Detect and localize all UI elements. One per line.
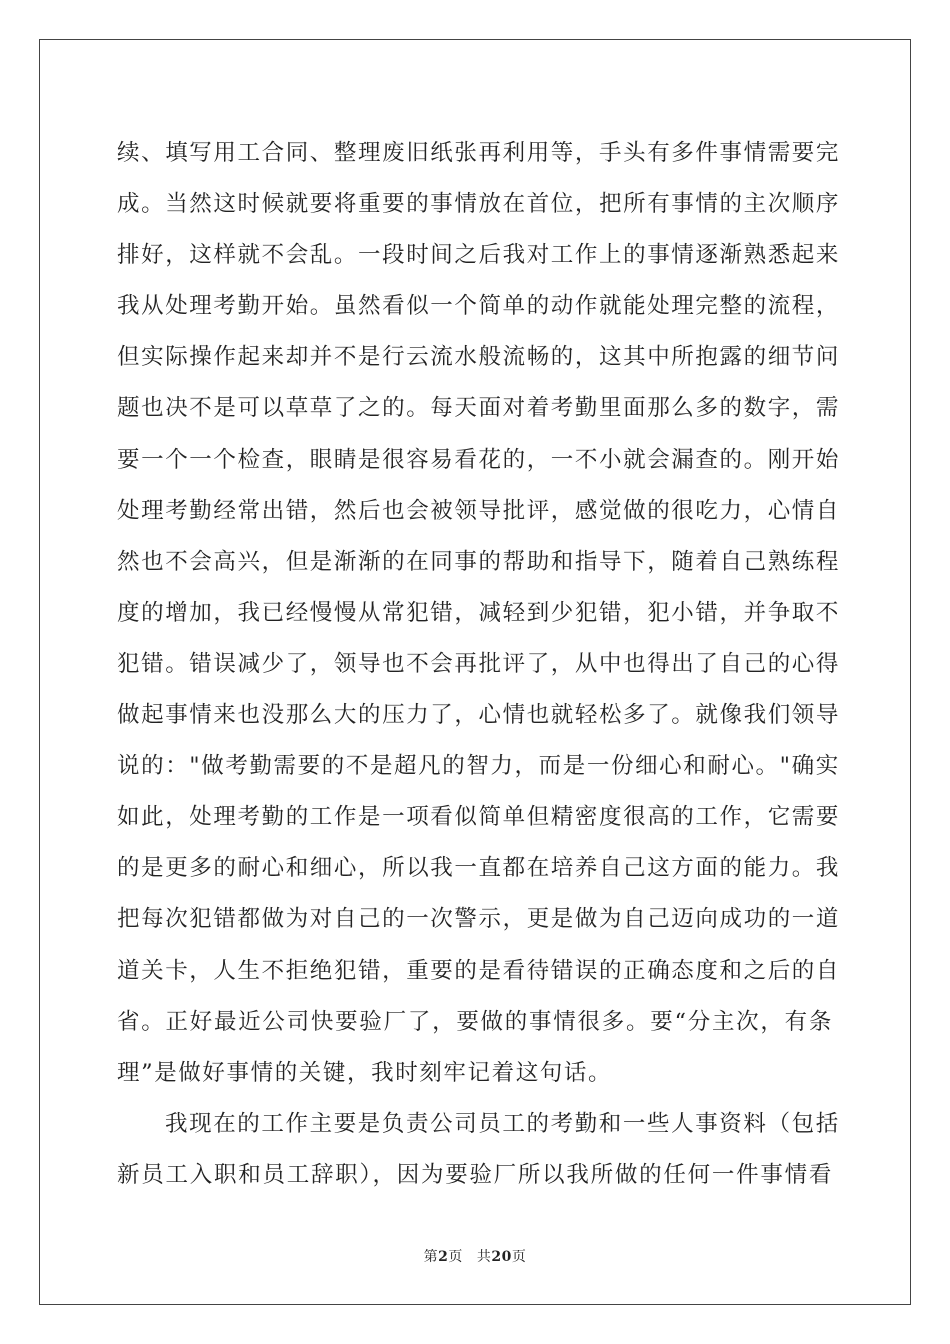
text-line: 续、填写用工合同、整理废旧纸张再利用等，手头有多件事情需要完 [117,140,841,166]
text-line: 题也决不是可以草草了之的。每天面对着考勤里面那么多的数字，需 [117,395,841,422]
paragraph-end-line: 理”是做好事情的关键，我时刻牢记着这句话。 [117,1059,613,1086]
text-line: 我从处理考勤开始。虽然看似一个简单的动作就能处理完整的流程， [117,293,841,320]
document-body [117,128,841,1201]
page-number-suffix: 页 [448,1249,463,1265]
text-line: 成。当然这时候就要将重要的事情放在首位，把所有事情的主次顺序 [117,191,841,218]
text-line: 处理考勤经常出错，然后也会被领导批评，感觉做的很吃力，心情自 [117,497,841,524]
text-line: 做起事情来也没那么大的压力了，心情也就轻松多了。就像我们领导 [117,702,841,729]
text-line: 然也不会高兴，但是渐渐的在同事的帮助和指导下，随着自己熟练程 [117,548,841,575]
text-line: 排好，这样就不会乱。一段时间之后我对工作上的事情逐渐熟悉起来 [117,242,841,269]
text-line: 要一个一个检查，眼睛是很容易看花的，一不小就会漏查的。刚开始 [117,446,841,473]
page-number-prefix: 第 [423,1249,439,1265]
text-line: 道关卡，人生不拒绝犯错，重要的是看待错误的正确态度和之后的自 [117,957,841,984]
text-line: 说的："做考勤需要的不是超凡的智力，而是一份细心和耐心。"确实 [117,753,840,780]
total-pages-suffix: 页 [511,1249,527,1265]
text-line: 新员工入职和员工辞职），因为要验厂所以我所做的任何一件事情看 [117,1161,833,1188]
total-pages-prefix: 共 [476,1249,492,1265]
text-line: 犯错。错误减少了，领导也不会再批评了，从中也得出了自己的心得 [117,650,841,677]
text-line: 的是更多的耐心和细心，所以我一直都在培养自己这方面的能力。我 [117,855,841,882]
text-line: 把每次犯错都做为对自己的一次警示，更是做为自己迈向成功的一道 [117,906,841,933]
paragraph-first-line: 我现在的工作主要是负责公司员工的考勤和一些人事资料（包括 [165,1110,840,1137]
text-line: 度的增加，我已经慢慢从常犯错，减轻到少犯错，犯小错，并争取不 [117,599,841,626]
current-page-number: 2 [438,1249,449,1265]
page-footer [0,1246,950,1266]
total-page-count: 20 [491,1249,512,1265]
text-line: 但实际操作起来却并不是行云流水般流畅的，这其中所抱露的细节问 [117,344,841,371]
text-line: 省。正好最近公司快要验厂了，要做的事情很多。要“分主次，有条 [117,1008,833,1035]
text-line: 如此，处理考勤的工作是一项看似简单但精密度很高的工作，它需要 [117,804,841,831]
